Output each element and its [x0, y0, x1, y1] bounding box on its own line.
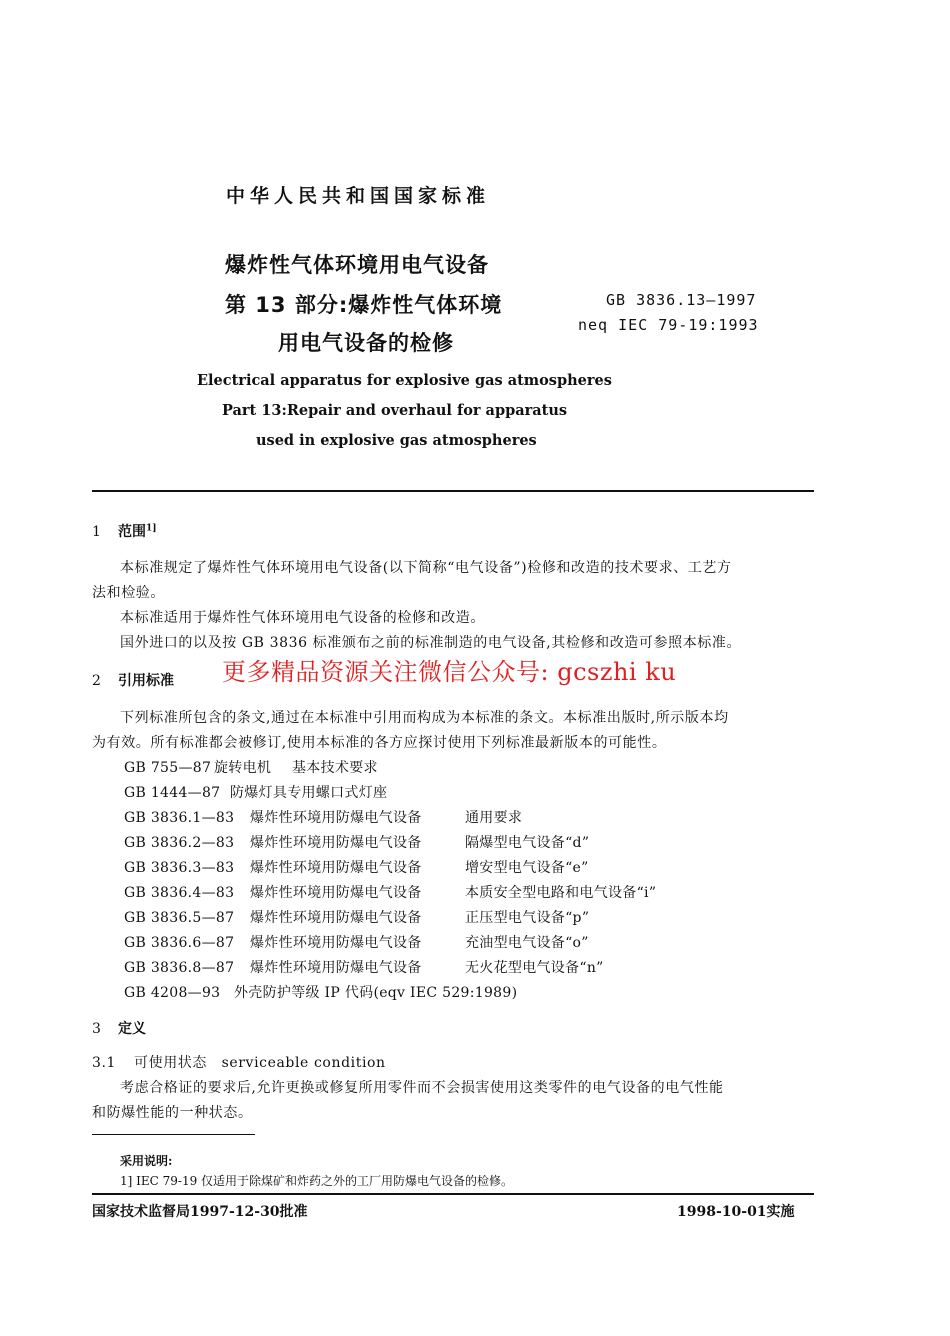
reference-code: GB 3836.6—87 [124, 935, 235, 951]
reference-category: 爆炸性环境用防爆电气设备 [250, 935, 422, 951]
section-number: 2 [92, 673, 101, 689]
reference-code: GB 4208—93 [124, 985, 221, 1001]
paragraph: 本标准规定了爆炸性气体环境用电气设备(以下简称“电气设备”)检修和改造的技术要求、工艺方 [120, 560, 732, 576]
reference-category: 爆炸性环境用防爆电气设备 [250, 860, 422, 876]
reference-desc: 隔爆型电气设备“d” [465, 835, 590, 851]
title-en-line-3: used in explosive gas atmospheres [256, 432, 537, 449]
standard-reference: neq IEC 79-19:1993 [578, 316, 759, 334]
subsection-number: 3.1 [92, 1055, 117, 1071]
subsection-3-1-heading [92, 1052, 386, 1072]
section-3-heading [92, 1018, 146, 1038]
section-number: 3 [92, 1021, 101, 1037]
reference-desc: 充油型电气设备“o” [465, 935, 589, 951]
title-en-line-2: Part 13:Repair and overhaul for apparatus [222, 402, 568, 419]
standard-code: GB 3836.13—1997 [606, 291, 757, 309]
reference-code: GB 1444—87 [124, 785, 221, 801]
reference-category: 爆炸性环境用防爆电气设备 [250, 885, 422, 901]
watermark-text: 更多精品资源关注微信公众号: gcszhi ku [222, 658, 677, 686]
reference-item [124, 882, 656, 902]
section-number: 1 [92, 524, 101, 540]
reference-category: 外壳防护等级 IP 代码(eqv IEC 529:1989) [234, 985, 518, 1001]
title-zh-line-2: 第 13 部分:爆炸性气体环境 [225, 293, 503, 317]
reference-item [124, 832, 589, 852]
reference-category: 防爆灯具专用螺口式灯座 [230, 785, 388, 801]
reference-category: 爆炸性环境用防爆电气设备 [250, 910, 422, 926]
reference-category: 爆炸性环境用防爆电气设备 [250, 810, 422, 826]
implementation-date: 1998-10-01实施 [677, 1204, 795, 1220]
paragraph: 国外进口的以及按 GB 3836 标准颁布之前的标准制造的电气设备,其检修和改造可参照本标准。 [120, 635, 742, 651]
title-zh-line-3: 用电气设备的检修 [278, 331, 454, 355]
reference-item [124, 932, 589, 952]
reference-code: GB 3836.1—83 [124, 810, 235, 826]
reference-desc: 本质安全型电路和电气设备“i” [465, 885, 657, 901]
reference-code: GB 3836.5—87 [124, 910, 235, 926]
subsection-title: 可使用状态 serviceable condition [134, 1055, 386, 1071]
reference-item [124, 757, 378, 777]
footnote-text: 1] IEC 79-19 仅适用于除煤矿和炸药之外的工厂用防爆电气设备的检修。 [120, 1174, 514, 1188]
reference-desc: 通用要求 [465, 810, 523, 826]
reference-desc: 无火花型电气设备“n” [465, 960, 604, 976]
section-title: 范围 [118, 524, 146, 540]
reference-item [124, 782, 387, 802]
reference-item [124, 807, 522, 827]
section-1-heading [92, 521, 157, 541]
national-standard-heading: 中华人民共和国国家标准 [226, 185, 491, 207]
paragraph: 法和检验。 [92, 585, 165, 601]
reference-code: GB 3836.4—83 [124, 885, 235, 901]
approval-line: 国家技术监督局1997-12-30批准 [92, 1204, 308, 1220]
section-2-heading [92, 670, 174, 690]
footnote-rule [92, 1134, 255, 1135]
header-rule [92, 490, 814, 492]
reference-desc: 增安型电气设备“e” [465, 860, 589, 876]
paragraph: 为有效。所有标准都会被修订,使用本标准的各方应探讨使用下列标准最新版本的可能性。 [92, 735, 667, 751]
paragraph: 本标准适用于爆炸性气体环境用电气设备的检修和改造。 [120, 610, 485, 626]
footnote-heading: 采用说明: [120, 1154, 173, 1168]
title-en-line-1: Electrical apparatus for explosive gas atmospheres [197, 372, 612, 389]
reference-code: GB 3836.3—83 [124, 860, 235, 876]
reference-item [124, 857, 589, 877]
paragraph: 考虑合格证的要求后,允许更换或修复所用零件而不会损害使用这类零件的电气设备的电气性能 [120, 1080, 724, 1096]
section-title: 定义 [118, 1021, 146, 1037]
reference-item [124, 957, 604, 977]
reference-item [124, 982, 517, 1002]
footnote-marker: 1] [146, 523, 157, 534]
reference-desc: 正压型电气设备“p” [465, 910, 590, 926]
paragraph: 下列标准所包含的条文,通过在本标准中引用而构成为本标准的条文。本标准出版时,所示版本均 [120, 710, 729, 726]
reference-code: GB 3836.8—87 [124, 960, 235, 976]
reference-code: GB 3836.2—83 [124, 835, 235, 851]
section-title: 引用标准 [118, 673, 174, 689]
paragraph: 和防爆性能的一种状态。 [92, 1105, 253, 1121]
reference-category: 爆炸性环境用防爆电气设备 [250, 835, 422, 851]
reference-category: 爆炸性环境用防爆电气设备 [250, 960, 422, 976]
reference-category: 旋转电机 [214, 760, 272, 776]
reference-desc: 基本技术要求 [292, 760, 378, 776]
reference-code: GB 755—87 [124, 760, 212, 776]
title-zh-line-1: 爆炸性气体环境用电气设备 [225, 253, 489, 277]
reference-item [124, 907, 589, 927]
footer-rule [92, 1193, 814, 1195]
